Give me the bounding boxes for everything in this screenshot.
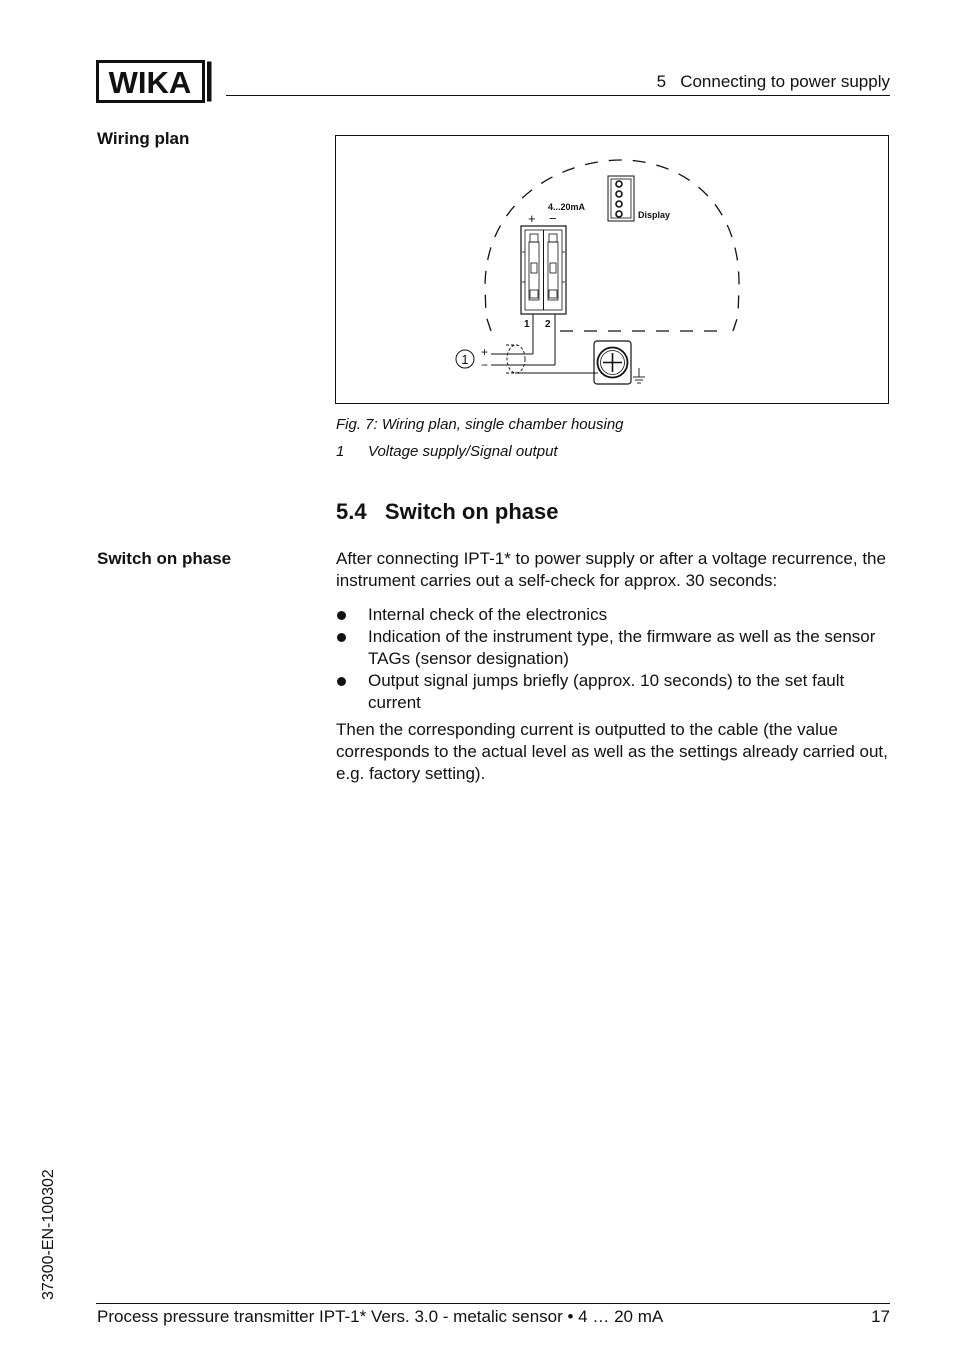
display-label: Display bbox=[638, 210, 671, 220]
terminal-2-label: 2 bbox=[545, 319, 551, 330]
wire-minus-sign: − bbox=[481, 358, 489, 372]
document-id: 37300-EN-100302 bbox=[40, 1169, 57, 1300]
outro-paragraph: Then the corresponding current is outputted to the cable (the value corresponds to the actual level as well as the settings already carried out, e.g. factory setting). bbox=[336, 720, 888, 783]
wika-logo bbox=[96, 60, 213, 103]
terminal-block-icon bbox=[521, 226, 566, 314]
terminal-plus-sign: + bbox=[528, 211, 536, 226]
current-label: 4...20mA bbox=[548, 202, 586, 212]
wiring-plan-figure bbox=[335, 135, 889, 404]
footer-rule bbox=[96, 1303, 890, 1304]
display-connector-icon bbox=[608, 176, 634, 221]
footer-product: Process pressure transmitter IPT-1* Vers. 3.0 - metalic sensor • 4 … 20 mA bbox=[97, 1307, 664, 1326]
ground-terminal-icon bbox=[594, 341, 631, 384]
wire-plus-sign: + bbox=[481, 345, 489, 359]
header-rule bbox=[226, 95, 890, 96]
legend-text: Voltage supply/Signal output bbox=[368, 443, 558, 460]
intro-paragraph: After connecting IPT-1* to power supply or after a voltage recurrence, the instrument carries out a self-check for approx. 30 seconds: bbox=[336, 549, 886, 590]
logo-text: WIKA bbox=[108, 65, 192, 100]
callout-number: 1 bbox=[461, 352, 469, 367]
terminal-minus-sign: − bbox=[549, 211, 557, 226]
legend-number: 1 bbox=[336, 443, 345, 460]
ground-symbol-icon bbox=[633, 368, 645, 383]
page-number: 17 bbox=[871, 1307, 890, 1326]
self-check-list bbox=[336, 604, 892, 714]
list-item: Indication of the instrument type, the firmware as well as the sensor TAGs (sensor designation) bbox=[336, 626, 892, 670]
list-item: Internal check of the electronics bbox=[336, 604, 892, 626]
header-section-title: 5 Connecting to power supply bbox=[656, 72, 890, 91]
section-heading: 5.4 Switch on phase bbox=[336, 499, 559, 524]
wiring-plan-label: Wiring plan bbox=[97, 129, 190, 148]
list-item: Output signal jumps briefly (approx. 10 seconds) to the set fault current bbox=[336, 670, 892, 714]
switch-on-phase-label: Switch on phase bbox=[97, 549, 232, 568]
figure-caption: Fig. 7: Wiring plan, single chamber housing bbox=[336, 416, 624, 433]
terminal-1-label: 1 bbox=[524, 319, 530, 330]
